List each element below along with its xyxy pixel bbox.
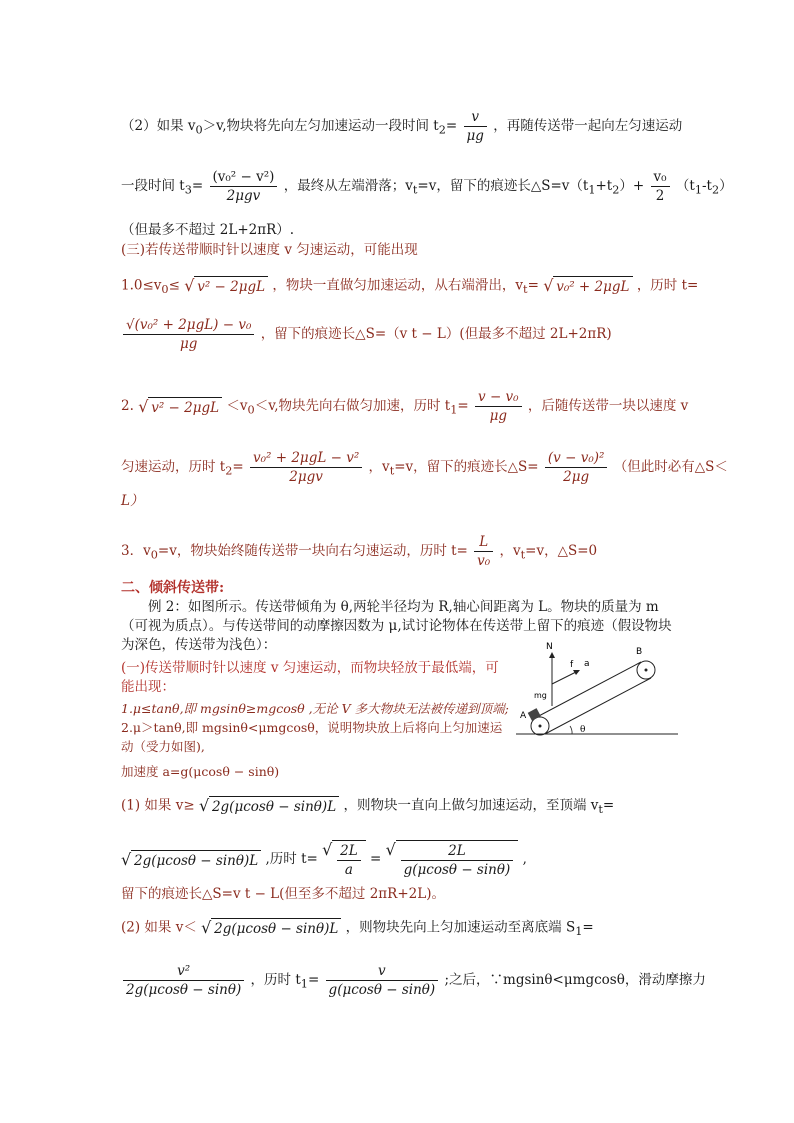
- fraction: [250, 449, 362, 486]
- section3-title: (三)若传送带顺时针以速度 v 匀速运动，可能出现: [121, 242, 418, 258]
- numerator: 2L: [337, 842, 361, 861]
- subscript: 1: [575, 925, 583, 939]
- text: ,: [522, 851, 527, 867]
- text: =: [602, 797, 615, 814]
- text: +t: [595, 178, 613, 194]
- incline-item-1: 1.μ≤tanθ,即 mgsinθ≥mgcosθ ,无论 V 多大物块无法被传递到顶端;: [121, 701, 509, 716]
- case2-line3: （但最多不超过 2L+2πR）.: [121, 222, 295, 238]
- block: [528, 708, 541, 721]
- radicand: 2g(μcosθ − sinθ)L: [131, 850, 261, 870]
- sqrt: √ 2g(μcosθ − sinθ)L: [201, 918, 341, 938]
- text: 1.0≤v: [121, 277, 162, 294]
- text: ，最终从左端滑落；v: [283, 178, 413, 194]
- numerator: L: [474, 533, 493, 552]
- sqrt: √ v₀² + 2μgL: [543, 276, 632, 296]
- fraction: [123, 316, 254, 353]
- text: =v，留下的痕迹长△S=: [394, 459, 539, 475]
- subscript: 0: [247, 403, 255, 417]
- text: 一段时间 t: [121, 178, 185, 194]
- text: =: [191, 178, 204, 194]
- numerator: v: [464, 108, 487, 127]
- arrow-head: [549, 652, 555, 658]
- label-a: a: [584, 659, 590, 669]
- sec3-case3: [121, 533, 597, 570]
- radicand: 2g(μcosθ − sinθ)L: [211, 918, 341, 938]
- text: ，再随传送带一起向左匀速运动: [493, 118, 683, 134]
- denominator: μg: [179, 336, 198, 352]
- friction-arrow: [552, 672, 576, 684]
- incline-item-2: 2.μ＞tanθ,即 mgsinθ<μmgcosθ，说明物块放上后将向上匀加速运动（受力如图),: [121, 720, 503, 754]
- denominator: 2μg: [563, 469, 590, 485]
- numerator: v: [326, 962, 439, 981]
- sqrt: √ v² − 2μgL: [184, 276, 268, 296]
- text: ,历时 t=: [265, 851, 318, 867]
- text: =: [457, 398, 469, 414]
- text: -t: [701, 178, 712, 194]
- incline-conveyor-diagram: [512, 636, 680, 746]
- denominator: μg: [489, 408, 508, 424]
- numerator: 2L: [401, 842, 514, 861]
- sec3-case1-line1: [121, 276, 698, 299]
- denominator: v₀: [477, 553, 491, 569]
- label-mg: mg: [534, 691, 547, 700]
- text: =v，留下的痕迹长△S=v（t: [417, 178, 589, 194]
- text: ）: [719, 178, 733, 194]
- denominator: g(μcosθ − sinθ): [328, 982, 436, 998]
- sec3-case1-line2: [121, 316, 612, 353]
- pulley-A-axle: [539, 725, 542, 728]
- fraction: [545, 449, 608, 486]
- denominator: μg: [466, 128, 484, 144]
- result-1-line1: [121, 796, 614, 819]
- text: 3．v: [121, 543, 151, 559]
- subscript: 0: [195, 123, 203, 137]
- sec3-case2-line2: [121, 449, 728, 486]
- text: ，则物块一直向上做匀加速运动，至顶端 v: [343, 797, 599, 814]
- fraction: [651, 168, 670, 205]
- subscript: 1: [300, 977, 308, 991]
- radicand: v² − 2μgL: [148, 397, 222, 417]
- text: ，后随传送带一块以速度 v: [527, 398, 689, 414]
- fraction: [475, 388, 522, 425]
- result-1-line2: [121, 840, 527, 879]
- subscript: 2: [612, 183, 620, 197]
- sqrt: √ v² − 2μgL: [138, 397, 222, 417]
- subscript: 2: [711, 183, 720, 197]
- subscript: t: [389, 464, 395, 478]
- fraction: [474, 533, 493, 570]
- text: (2) 如果 v＜: [121, 919, 197, 936]
- text: =: [370, 851, 382, 867]
- subscript: t: [523, 283, 528, 297]
- case2-line2: [121, 168, 733, 205]
- fraction: [401, 842, 514, 879]
- text: （2）如果 v: [121, 118, 196, 134]
- numerator: v − v₀: [475, 388, 522, 407]
- example2-paragraph: 例 2：如图所示。传送带倾角为 θ,两轮半径均为 R,轴心间距离为 L。物块的质量为 m（可视为质点）。与传送带间的动摩擦因数为 μ,试讨论物体在传送带上留下的痕迹（假设物块为深色，传送带为浅色）：: [121, 599, 672, 653]
- radicand: v₀² + 2μgL: [553, 276, 632, 296]
- denominator: 2μgv: [289, 469, 323, 485]
- fraction: [123, 962, 244, 999]
- denominator: 2μgv: [226, 188, 261, 204]
- subscript: 1: [588, 183, 596, 197]
- label-A: A: [520, 711, 527, 721]
- text: ，历时 t: [250, 972, 301, 988]
- fraction: [464, 108, 487, 145]
- text: ＜v: [226, 398, 248, 414]
- sqrt: √ $\frac{2L}{a}$: [322, 840, 366, 879]
- subscript: t: [412, 183, 418, 197]
- text: ;之后，∵mgsinθ<μmgcosθ，滑动摩擦力: [444, 972, 706, 988]
- numerator: v₀: [651, 168, 670, 187]
- angle-arc: [570, 726, 572, 734]
- text: =: [445, 118, 458, 134]
- sec3-case2-line3: L）: [121, 493, 144, 509]
- subscript: 1: [450, 403, 458, 417]
- text: ，v: [499, 543, 521, 559]
- section-heading-incline: 二、倾斜传送带:: [121, 580, 225, 596]
- fraction: [326, 962, 439, 999]
- text: 2.: [121, 398, 134, 414]
- numerator: v²: [123, 962, 244, 981]
- subscript: 2: [438, 123, 446, 137]
- text: ，留下的痕迹长△S=（v t − L）(但最多不超过 2L+2πR): [260, 326, 612, 342]
- text: ，物块一直做匀加速运动，从右端滑出，v: [272, 277, 524, 294]
- subscript: 1: [694, 183, 702, 197]
- text: （但此时必有△S＜: [613, 459, 728, 475]
- result-2-line1: [121, 918, 594, 941]
- incline-acceleration: 加速度 a=g(μcosθ − sinθ): [121, 764, 280, 779]
- text: =: [527, 277, 539, 294]
- pulley-B-axle: [645, 669, 648, 672]
- subscript: 0: [161, 283, 169, 297]
- text: ，v: [368, 459, 390, 475]
- text: =: [582, 919, 594, 936]
- result-2-line2: [121, 962, 706, 999]
- sqrt: √ 2g(μcosθ − sinθ)L: [199, 796, 339, 816]
- text: ＜v,物块先向右做匀加速，历时 t: [254, 398, 451, 414]
- subscript: 0: [150, 548, 158, 562]
- text: （t: [675, 178, 695, 194]
- fraction: [337, 842, 361, 879]
- label-f: f: [570, 660, 574, 670]
- denominator: 2: [655, 188, 665, 204]
- fraction: [210, 168, 278, 205]
- subscript: 2: [225, 464, 233, 478]
- radicand: v² − 2μgL: [194, 276, 268, 296]
- text: =: [232, 459, 244, 475]
- label-theta: θ: [580, 725, 586, 735]
- numerator: v₀² + 2μgL − v²: [250, 449, 362, 468]
- result-1-line3: 留下的痕迹长△S=v t − L(但至多不超过 2πR+2L)。: [121, 886, 445, 902]
- numerator: (v₀² − v²): [210, 168, 278, 187]
- text: ）+: [619, 178, 645, 194]
- case2-line1: [121, 108, 682, 145]
- denominator: 2g(μcosθ − sinθ): [126, 982, 242, 998]
- text: ≤: [168, 277, 180, 294]
- numerator: √(v₀² + 2μgL) − v₀: [123, 316, 254, 335]
- subscript: t: [598, 803, 603, 817]
- denominator: g(μcosθ − sinθ): [403, 862, 511, 878]
- belt-top: [535, 662, 641, 718]
- text: (1) 如果 v≥: [121, 797, 195, 814]
- text: ＞v,物块将先向左匀加速运动一段时间 t: [202, 118, 439, 134]
- text: =v，△S=0: [525, 543, 598, 559]
- text: ，则物块先向上匀加速运动至离底端 S: [345, 919, 576, 936]
- radicand: 2g(μcosθ − sinθ)L: [209, 796, 339, 816]
- denominator: a: [344, 862, 353, 878]
- label-N: N: [546, 642, 553, 652]
- text: =: [307, 972, 320, 988]
- incline-subsection-1: (一)传送带顺时针以速度 v 匀速运动，而物块轻放于最低端，可能出现：: [121, 660, 499, 695]
- numerator: (v − v₀)²: [545, 449, 608, 468]
- subscript: 3: [184, 183, 192, 197]
- belt-bottom: [545, 678, 651, 734]
- label-B: B: [636, 647, 643, 657]
- text: =v，物块始终随传送带一块向右匀速运动，历时 t=: [157, 543, 468, 559]
- sec3-case2-line1: [121, 388, 688, 425]
- sqrt: √ 2g(μcosθ − sinθ)L: [121, 850, 261, 870]
- subscript: t: [520, 548, 526, 562]
- sqrt: √ $\frac{2L}{g(\mu\cos\theta - \sin\theta)}$: [386, 840, 519, 879]
- text: ，历时 t=: [636, 277, 699, 294]
- text: 匀速运动，历时 t: [121, 459, 226, 475]
